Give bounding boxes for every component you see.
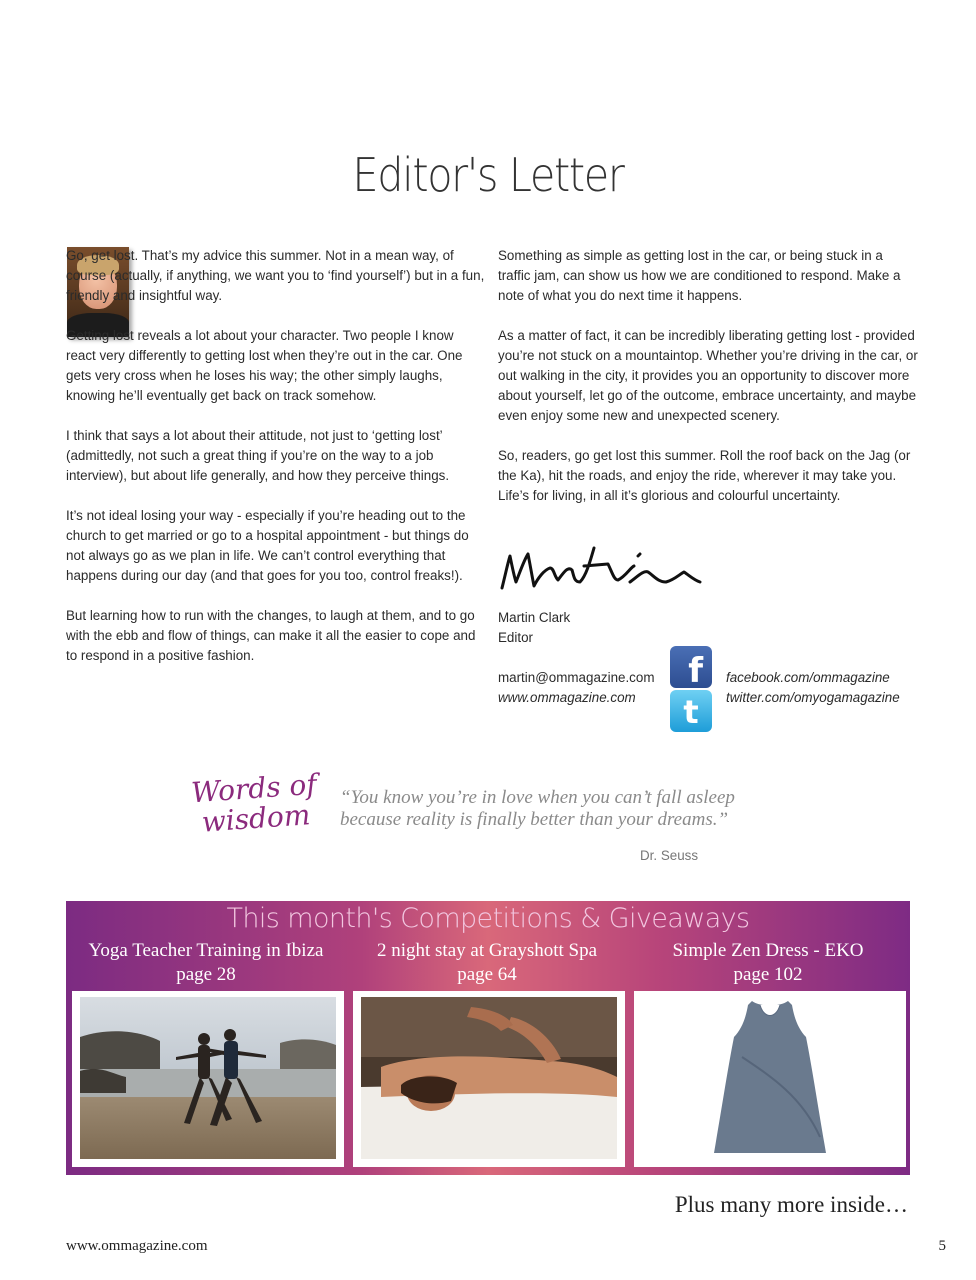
paragraph: So, readers, go get lost this summer. Roll the roof back on the Jag (or the Ka), hit the roads, and enjoy the ride, wherever it may take you. Life’s for living, in all it’s glorious and colourful uncertainty. xyxy=(498,448,911,503)
paragraph: I think that says a lot about their attitude, not just to ‘getting lost’ (admittedly, not such a great thing if you’re on the way to a job interview), but about life generally, and how they perceive things. xyxy=(66,428,450,483)
left-column xyxy=(66,246,486,686)
yoga-photo[interactable] xyxy=(72,991,344,1167)
page-number: 5 xyxy=(938,1238,946,1254)
paragraph: Getting lost reveals a lot about your character. Two people I know react very differently to getting lost when they’re out in the car. One gets very cross when he loses his way; the other simply laughs, knowing he’ll eventually get back on track somehow. xyxy=(66,328,463,403)
wisdom-title xyxy=(188,767,322,839)
wisdom-title-line: wisdom xyxy=(200,798,312,839)
paragraph: But learning how to run with the changes, to laugh at them, and to go with the ebb and flow of things, can make it all the easier to cope and to respond in a positive fashion. xyxy=(66,608,476,663)
editor-signature xyxy=(498,542,704,596)
competition-item[interactable] xyxy=(70,939,342,987)
paragraph: Something as simple as getting lost in the car, or being stuck in a traffic jam, can show us how we are conditioned to respond. Make a note of what you do next time it happens. xyxy=(498,248,901,303)
twitter-icon[interactable]: t xyxy=(670,690,712,732)
signature-block xyxy=(498,608,570,648)
editor-role: Editor xyxy=(498,630,533,645)
competition-page: page 102 xyxy=(733,964,803,985)
website-link[interactable]: www.ommagazine.com xyxy=(498,690,636,705)
right-column xyxy=(498,246,918,526)
competitions-title: This month's Competitions & Giveaways xyxy=(226,903,750,934)
contact-left xyxy=(498,668,654,708)
more-inside-text: Plus many more inside… xyxy=(674,1192,908,1217)
page-title: Editor's Letter xyxy=(352,148,624,202)
quote-author: Dr. Seuss xyxy=(640,848,699,863)
email-link[interactable]: martin@ommagazine.com xyxy=(498,670,655,685)
paragraph: As a matter of fact, it can be incredibly liberating getting lost - provided you’re not stuck on a mountaintop. Whether you’re driving in the car, or out walking in the city, it provides you an opportunity to discover more about yourself, let go of the outcome, embrace uncertainty, and maybe even enjoy some new and unexpected scenery. xyxy=(498,328,918,423)
quote-line: “You know you’re in love when you can’t fall asleep xyxy=(340,787,735,808)
competition-name: Yoga Teacher Training in Ibiza xyxy=(88,940,324,961)
competition-item[interactable] xyxy=(632,939,904,987)
paragraph: It’s not ideal losing your way - especially if you’re heading out to the church to get married or go to a hospital appointment - but things do not always go as we plan in life. We can’t control everything that happens during our day (and that goes for you too, control freaks!). xyxy=(66,508,469,583)
competition-item[interactable] xyxy=(351,939,623,987)
competition-page: page 64 xyxy=(457,964,517,985)
contact-right xyxy=(726,668,900,708)
competition-name: Simple Zen Dress - EKO xyxy=(672,940,864,961)
intro-paragraph: Go, get lost. That’s my advice this summer. Not in a mean way, of course (actually, if anything, we want you to ‘find yourself’) but in a fun, friendly and insightful way. xyxy=(66,248,485,303)
footer-url[interactable]: www.ommagazine.com xyxy=(66,1238,208,1254)
twitter-link[interactable]: twitter.com/omyogamagazine xyxy=(726,690,900,705)
competition-page: page 28 xyxy=(176,964,236,985)
wisdom-quote xyxy=(340,787,780,831)
dress-photo[interactable] xyxy=(634,991,906,1167)
competitions-banner xyxy=(66,901,910,1175)
facebook-link[interactable]: facebook.com/ommagazine xyxy=(726,670,890,685)
wisdom-title-line: Words of xyxy=(190,767,318,810)
spa-photo[interactable] xyxy=(353,991,625,1167)
quote-line: because reality is finally better than your dreams.” xyxy=(340,809,729,830)
editor-name: Martin Clark xyxy=(498,610,571,625)
competition-name: 2 night stay at Grayshott Spa xyxy=(376,940,598,961)
facebook-icon[interactable]: f xyxy=(670,646,712,688)
